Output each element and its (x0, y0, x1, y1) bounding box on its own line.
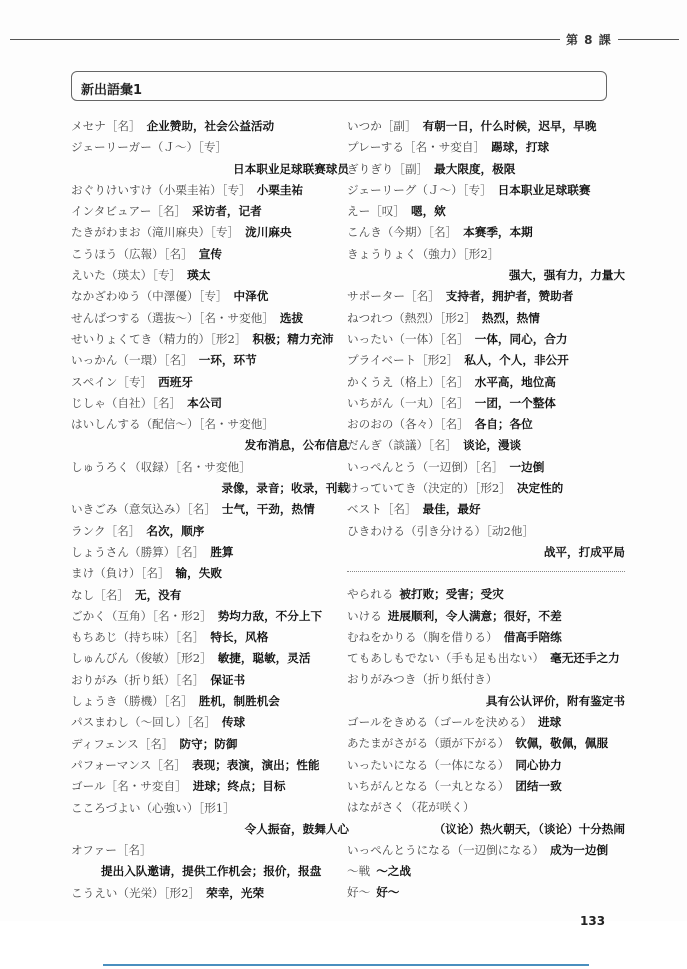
section-title-box (71, 71, 607, 101)
vocab-meaning: 令人振奋，鼓舞人心 (244, 821, 349, 836)
vocab-entry (71, 712, 349, 733)
vocab-term: しゅうろく（収録）［名・サ変他］ (71, 459, 251, 474)
vocab-entry (71, 286, 349, 307)
vocab-entry (71, 691, 349, 712)
vocab-entry (71, 350, 349, 371)
vocab-term: プレーする［名・サ変自］ (347, 140, 486, 155)
vocab-term: ランク［名］ (71, 523, 141, 538)
vocab-entry (347, 584, 625, 605)
vocab-entry (71, 137, 349, 158)
vocab-entry (71, 840, 349, 861)
vocab-meaning: 名次，顺序 (146, 523, 205, 538)
vocab-entry (71, 116, 349, 137)
vocab-entry (71, 159, 349, 180)
vocab-entry (71, 563, 349, 584)
vocab-entry (71, 734, 349, 755)
vocab-entry (71, 201, 349, 222)
vocab-term: ジェーリーガー（Ｊ～）［专］ (71, 140, 228, 155)
vocab-term: しょうき（勝機）［名］ (71, 694, 193, 709)
vocab-term: プライベート［形2］ (347, 353, 459, 368)
vocab-meaning: 采访者，记者 (192, 204, 262, 219)
vocab-term: ～戦 (347, 864, 371, 879)
vocab-term: こんき（今期）［名］ (347, 225, 458, 240)
vocab-term: スペイン［专］ (71, 374, 153, 389)
vocab-meaning: 热烈，热情 (481, 310, 540, 325)
vocab-term: えいた（瑛太）［专］ (71, 268, 182, 283)
vocab-entry (347, 627, 625, 648)
vocab-entry (347, 137, 625, 158)
vocab-entry (347, 159, 625, 180)
vocab-meaning: 本公司 (187, 395, 222, 410)
vocab-term: だんぎ（談議）［名］ (347, 438, 458, 453)
vocab-term: こころづよい（心強い）［形1］ (71, 800, 235, 815)
vocab-meaning: 输，失败 (175, 566, 222, 581)
vocab-term: じしゃ（自社）［名］ (71, 395, 182, 410)
vocab-term: おりがみつき（折り紙付き） (347, 672, 498, 687)
vocab-entry (71, 265, 349, 286)
vocab-entry (347, 478, 625, 499)
vocab-meaning: 嗯，欸 (410, 204, 446, 219)
vocab-entry (71, 861, 349, 882)
vocab-term: いちがんとなる（一丸となる） (347, 778, 510, 793)
vocab-entry (347, 819, 625, 840)
vocab-entry (71, 883, 349, 904)
vocab-term: ねつれつ（熱烈）［形2］ (347, 310, 476, 325)
vocab-term: ぎりぎり［副］ (347, 161, 429, 176)
vocab-term: なし［名］ (71, 587, 129, 602)
vocab-term: パスまわし（～回し）［名］ (71, 715, 216, 730)
vocab-entry (71, 606, 349, 627)
vocab-term: はいしんする（配信～）［名・サ変他］ (71, 417, 274, 432)
vocab-term: しょうさん（勝算）［名］ (71, 544, 205, 559)
vocab-meaning: 战平，打成平局 (543, 544, 625, 559)
vocab-term: なかざわゆう（中澤優）［专］ (71, 289, 228, 304)
vocab-entry (71, 329, 349, 350)
vocab-meaning: 士气，干劲，热情 (221, 502, 315, 517)
vocab-term: まけ（負け）［名］ (71, 566, 170, 581)
vocab-meaning: 日本职业足球联赛 (497, 182, 591, 197)
vocab-entry (347, 712, 625, 733)
vocab-meaning: 最大限度，极限 (434, 161, 516, 176)
vocab-entry (71, 542, 349, 563)
vocab-entry (71, 627, 349, 648)
vocab-meaning: 发布消息，公布信息 (244, 438, 349, 453)
vocab-meaning: 决定性的 (516, 481, 564, 496)
vocab-meaning: 日本职业足球联赛球员 (233, 161, 349, 176)
vocab-entry (347, 180, 625, 201)
vocab-entry (347, 755, 625, 776)
vocab-term: いったい（一体）［名］ (347, 331, 469, 346)
vocab-term: かくうえ（格上）［名］ (347, 374, 469, 389)
vocab-term: ディフェンス［名］ (71, 736, 174, 751)
vocab-entry (71, 180, 349, 201)
vocab-meaning: 录像，录音；收录，刊载 (221, 481, 349, 496)
vocab-meaning: 胜算 (210, 544, 234, 559)
vocab-entry (347, 499, 625, 520)
bottom-blue-rule (103, 964, 589, 966)
vocab-entry (347, 861, 625, 882)
vocab-entry (347, 840, 625, 861)
vocab-term: いったいになる（一体になる） (347, 757, 510, 772)
vocab-meaning: 钦佩，敬佩，佩服 (515, 736, 609, 751)
vocab-meaning: 成为一边倒 (550, 842, 609, 857)
page-bottom-margin (0, 921, 687, 969)
vocab-entry (347, 669, 625, 690)
vocab-entry (71, 457, 349, 478)
vocab-term: もちあじ（持ち味）［名］ (71, 630, 205, 645)
vocab-entry (347, 457, 625, 478)
vocab-term: けっていてき（決定的）［形2］ (347, 481, 511, 496)
vocab-right-column (347, 116, 625, 904)
page-number: 133 (580, 914, 606, 928)
vocab-entry (71, 648, 349, 669)
vocab-meaning: 具有公认评价，附有鉴定书 (485, 693, 625, 708)
vocab-term: ゴールをきめる（ゴールを決める） (347, 715, 533, 730)
vocab-entry (71, 499, 349, 520)
vocab-entry (71, 776, 349, 797)
vocab-meaning: 一环，环节 (198, 353, 257, 368)
vocab-meaning: 团结一致 (515, 778, 562, 793)
vocab-entry (347, 733, 625, 754)
vocab-term: おぐりけいすけ（小栗圭祐）［专］ (71, 182, 251, 197)
vocab-entry (71, 222, 349, 243)
section-title: 新出語彙1 (81, 83, 143, 98)
vocab-entry (71, 755, 349, 776)
vocab-meaning: 小栗圭祐 (256, 182, 304, 197)
vocab-term: はながさく（花が咲く） (347, 800, 475, 815)
vocab-meaning: 企业赞助，社会公益活动 (146, 119, 275, 133)
vocab-meaning: 借高手陪练 (503, 629, 562, 644)
vocab-term: こうえい（光栄）［形2］ (71, 885, 201, 900)
vocab-term: いつか［副］ (347, 119, 417, 133)
vocab-term: きょうりょく（強力）［形2］ (347, 246, 500, 261)
vocab-term: やられる (347, 587, 394, 602)
vocab-meaning: 表现；表演，演出；性能 (192, 757, 320, 772)
vocab-meaning: 特长，风格 (210, 630, 269, 645)
vocab-meaning: 私人，个人，非公开 (464, 353, 569, 368)
vocab-entry (347, 286, 625, 307)
vocab-term: 好～ (347, 885, 371, 900)
vocab-entry (347, 372, 625, 393)
vocab-meaning: 传球 (221, 715, 246, 730)
vocab-entry (71, 308, 349, 329)
vocab-meaning: 防守；防御 (179, 736, 238, 751)
vocab-meaning: 宣传 (198, 246, 222, 261)
vocab-entry (71, 393, 349, 414)
vocab-entry (347, 542, 625, 563)
vocab-term: てもあしもでない（手も足も出ない） (347, 651, 545, 666)
vocab-meaning: 本赛季，本期 (463, 225, 533, 240)
vocab-meaning: 进球 (538, 715, 562, 730)
vocab-entry (71, 244, 349, 265)
vocab-entry (347, 435, 625, 456)
vocab-term: いっぺんとうになる（一辺倒になる） (347, 842, 545, 857)
vocab-meaning: 最佳，最好 (422, 502, 481, 517)
vocab-meaning: 强大，强有力，力量大 (509, 268, 625, 283)
vocab-meaning: 瑛太 (187, 268, 211, 283)
vocab-entry (347, 797, 625, 818)
vocab-term: こうほう（広報）［名］ (71, 246, 193, 261)
vocab-term: いっぺんとう（一辺倒）［名］ (347, 459, 504, 474)
vocab-entry (71, 819, 349, 840)
vocab-meaning: 进展顺利，令人满意；很好，不差 (387, 608, 562, 623)
vocab-meaning: 一体，同心，合力 (474, 331, 568, 346)
vocab-term: せいりょくてき（精力的）［形2］ (71, 331, 247, 346)
vocab-meaning: 泷川麻央 (245, 225, 292, 240)
vocab-entry (71, 521, 349, 542)
vocab-meaning: 进球；终点；目标 (192, 779, 286, 794)
vocab-meaning: 势均力敌，不分上下 (217, 608, 323, 623)
vocab-entry (347, 222, 625, 243)
vocab-term: おりがみ（折り紙）［名］ (71, 672, 205, 687)
vocab-meaning: 有朝一日，什么时候，迟早，早晚 (422, 119, 597, 133)
lesson-label: 第 8 課 (560, 31, 618, 48)
vocab-entry (347, 414, 625, 435)
vocab-meaning: 提出入队邀请，提供工作机会；报价，报盘 (101, 864, 322, 879)
vocab-meaning: 积极；精力充沛 (252, 331, 334, 346)
vocab-meaning: 敏捷，聪敏，灵活 (217, 651, 311, 666)
vocab-entry (71, 435, 349, 456)
vocab-entry (347, 329, 625, 350)
vocab-meaning: 中泽优 (233, 289, 269, 304)
vocab-meaning: （议论）热火朝天，（谈论）十分热闹 (433, 821, 625, 836)
vocab-term: サポーター［名］ (347, 289, 440, 304)
vocab-term: メセナ［名］ (71, 119, 141, 133)
vocab-entry (71, 798, 349, 819)
vocab-meaning: 好～ (376, 885, 400, 900)
vocab-term: いちがん（一丸）［名］ (347, 395, 469, 410)
vocab-term: しゅんびん（俊敏）［形2］ (71, 651, 212, 666)
vocab-entry (347, 521, 625, 542)
vocab-meaning: 支持者，拥护者，赞助者 (445, 289, 574, 304)
vocab-meaning: 毫无还手之力 (550, 651, 620, 666)
vocab-term: オファー［名］ (71, 843, 152, 858)
vocab-entry (71, 585, 349, 606)
vocab-term: ベスト［名］ (347, 502, 417, 517)
vocab-entry (347, 648, 625, 669)
vocab-meaning: 被打败；受害；受灾 (399, 587, 504, 602)
vocab-entry (347, 776, 625, 797)
vocab-entry (71, 478, 349, 499)
vocab-term: いっかん（一環）［名］ (71, 353, 193, 368)
vocab-term: ゴール［名・サ変自］ (71, 779, 187, 794)
vocab-left-column (71, 116, 349, 904)
vocab-meaning: ～之战 (376, 864, 411, 879)
vocab-meaning: 胜机，制胜机会 (198, 694, 280, 709)
vocab-term: たきがわまお（滝川麻央）［专］ (71, 225, 240, 240)
vocab-entry (71, 670, 349, 691)
vocab-term: ジェーリーグ（Ｊ～）［专］ (347, 182, 492, 197)
vocab-term: いける (347, 608, 382, 623)
vocab-entry (347, 244, 625, 265)
vocab-meaning: 一团，一个整体 (474, 395, 556, 410)
vocab-entry (347, 350, 625, 371)
vocab-entry (347, 606, 625, 627)
vocab-meaning: 同心协力 (515, 757, 562, 772)
vocab-term: あたまがさがる（頭が下がる） (347, 736, 510, 751)
vocab-meaning: 水平高，地位高 (474, 374, 556, 389)
vocab-meaning: 保证书 (210, 672, 246, 687)
vocab-entry (347, 882, 625, 903)
vocab-entry (71, 372, 349, 393)
vocab-meaning: 选拔 (279, 310, 304, 325)
vocab-term: インタビュアー［名］ (71, 204, 187, 219)
vocab-meaning: 一边倒 (509, 459, 545, 474)
vocab-entry (347, 308, 625, 329)
vocab-term: むねをかりる（胸を借りる） (347, 629, 498, 644)
dotted-separator (347, 571, 625, 572)
vocab-entry (347, 393, 625, 414)
vocab-entry (71, 414, 349, 435)
vocab-term: いきごみ（意気込み）［名］ (71, 502, 216, 517)
vocab-entry (347, 265, 625, 286)
vocab-term: ひきわける（引き分ける）［动2他］ (347, 523, 535, 538)
vocab-term: ごかく（互角）［名・形2］ (71, 608, 212, 623)
vocab-term: おのおの（各々）［名］ (347, 417, 469, 432)
vocab-meaning: 谈论，漫谈 (463, 438, 522, 453)
vocab-entry (347, 116, 625, 137)
vocab-term: えー［叹］ (347, 204, 405, 219)
vocab-term: パフォーマンス［名］ (71, 757, 187, 772)
vocab-meaning: 西班牙 (158, 374, 193, 389)
vocab-term: せんばつする（選抜～）［名・サ変他］ (71, 310, 274, 325)
vocab-meaning: 无，没有 (134, 587, 182, 602)
vocab-meaning: 各自；各位 (474, 417, 533, 432)
vocab-meaning: 荣幸，光荣 (206, 885, 265, 900)
vocab-entry (347, 691, 625, 712)
vocab-meaning: 踢球，打球 (491, 140, 550, 155)
vocab-entry (347, 201, 625, 222)
